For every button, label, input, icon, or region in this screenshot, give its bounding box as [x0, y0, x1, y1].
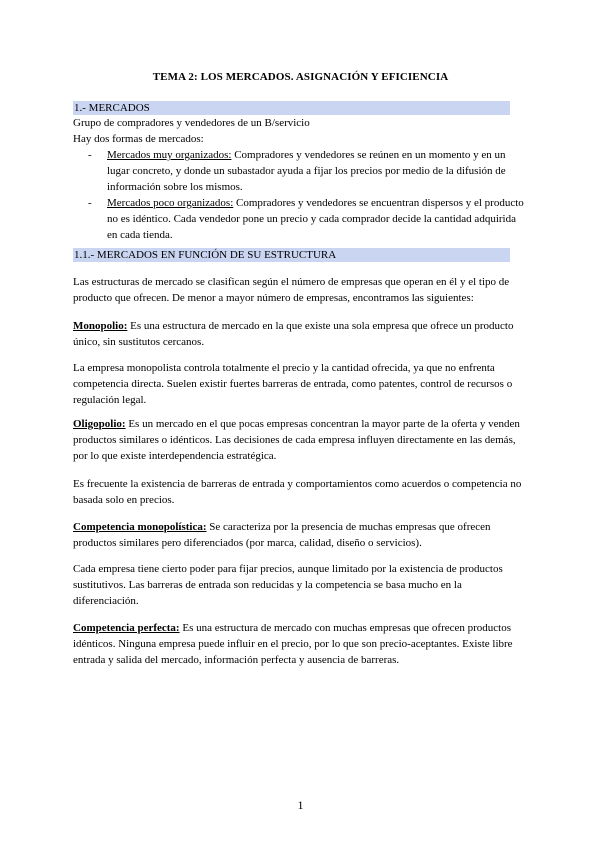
section-mercados-body	[73, 115, 528, 243]
list-item-term: Mercados poco organizados:	[107, 197, 234, 209]
monopolio-term: Monopolio:	[73, 320, 128, 332]
monopolio-paragraph-2	[73, 360, 528, 408]
mercados-forms-intro: Hay dos formas de mercados:	[73, 133, 204, 145]
estructura-intro	[73, 274, 528, 306]
competencia-perfecta-term: Competencia perfecta:	[73, 622, 180, 634]
mercados-forms-list	[73, 147, 528, 243]
competencia-perfecta-paragraph	[73, 620, 528, 668]
oligopolio-term: Oligopolio:	[73, 418, 126, 430]
oligopolio-paragraph-2	[73, 476, 528, 508]
competencia-monopolistica-term: Competencia monopolística:	[73, 521, 207, 533]
document-title: TEMA 2: LOS MERCADOS. ASIGNACIÓN Y EFICIENCIA	[152, 71, 449, 83]
monopolio-paragraph	[73, 318, 528, 350]
competencia-monopolistica-text: Se caracteriza por la presencia de muchas empresas que ofrecen productos similares pero diferenciados (por marca, calidad, diseño o servicios).	[73, 521, 491, 549]
list-item-text: Compradores y vendedores se encuentran dispersos y el producto no es idéntico. Cada vendedor pone un precio y cada comprador decide la cantidad adquirida en cada tienda.	[107, 197, 524, 241]
oligopolio-p2-text: Es frecuente la existencia de barreras de entrada y comportamientos como acuerdos o competencia no basada solo en precios.	[73, 478, 522, 506]
monopolio-text: Es una estructura de mercado en la que existe una sola empresa que ofrece un producto único, sin sustitutos cercanos.	[73, 320, 514, 348]
list-dash: -	[88, 197, 92, 209]
estructura-intro-text: Las estructuras de mercado se clasifican según el número de empresas que operan en él y el tipo de producto que ofrecen. De menor a mayor número de empresas, encontramos las siguientes:	[73, 276, 510, 304]
list-item-text: Compradores y vendedores se reúnen en un momento y en un lugar concreto, y donde un subastador ayuda a fijar los precios por medio de la difusión de información sobre los mismos.	[107, 149, 506, 193]
document-page	[73, 0, 528, 848]
list-item-term: Mercados muy organizados:	[107, 149, 232, 161]
competencia-monopolistica-paragraph-2	[73, 561, 528, 609]
oligopolio-text: Es un mercado en el que pocas empresas concentran la mayor parte de la oferta y venden productos similares o idénticos. Las decisiones de cada empresa influyen directamente en las demás, por lo que existe interdependencia estratégica.	[73, 418, 520, 462]
competencia-monopolistica-paragraph	[73, 519, 528, 551]
section-heading-estructura: 1.1.- MERCADOS EN FUNCIÓN DE SU ESTRUCTURA	[73, 248, 510, 262]
oligopolio-paragraph	[73, 416, 528, 464]
list-item	[73, 195, 528, 243]
page-number: 1	[297, 798, 304, 812]
mercados-definition: Grupo de compradores y vendedores de un B/servicio	[73, 117, 310, 129]
monopolio-p2-text: La empresa monopolista controla totalmente el precio y la cantidad ofrecida, ya que no enfrenta competencia directa. Suelen existir fuertes barreras de entrada, como patentes, control de recursos o regulación legal.	[73, 362, 513, 406]
section-heading-mercados: 1.- MERCADOS	[73, 101, 510, 115]
competencia-monopolistica-p2-text: Cada empresa tiene cierto poder para fijar precios, aunque limitado por la existencia de productos sustitutivos. Las barreras de entrada son reducidas y la competencia se basa mucho en la diferenciación.	[73, 563, 503, 607]
list-item	[73, 147, 528, 195]
list-dash: -	[88, 149, 92, 161]
competencia-perfecta-text: Es una estructura de mercado con muchas empresas que ofrecen productos idénticos. Ninguna empresa puede influir en el precio, por lo que son precio-aceptantes. Existe libre entrada y salida del mercado, información perfecta y ausencia de barreras.	[73, 622, 513, 666]
